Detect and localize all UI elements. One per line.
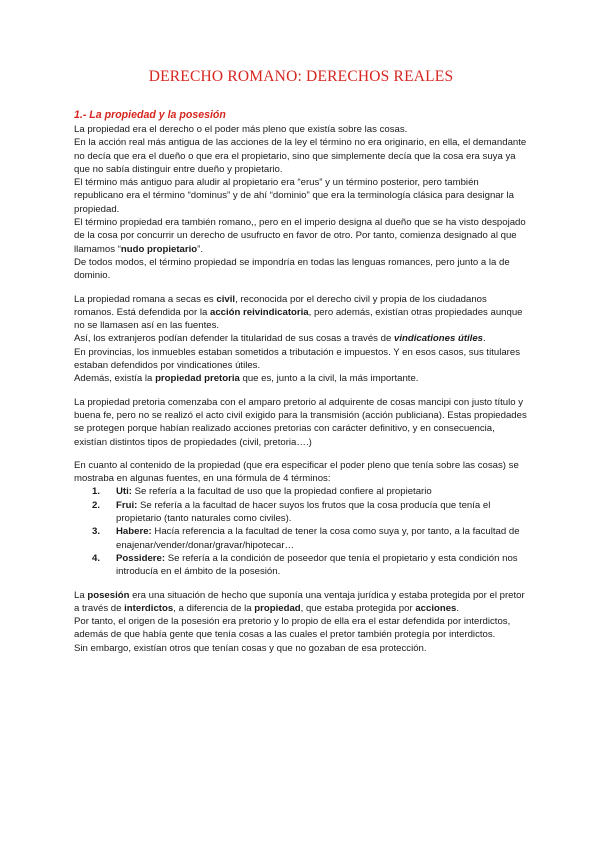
list-number: 3. [92, 526, 101, 538]
paragraph: De todos modos, el término propiedad se impondría en todas las lenguas romances, pero junto a la de dominio. [74, 256, 510, 282]
bold-term: nudo propietario [120, 243, 198, 255]
bold-term: Possidere: [116, 552, 166, 564]
bold-italic-term: vindicationes útiles [393, 333, 484, 345]
document-title: DERECHO ROMANO: DERECHOS REALES [148, 68, 454, 85]
bold-term: Habere: [116, 526, 152, 538]
text-run: , que estaba protegida por [300, 602, 416, 614]
paragraph [74, 589, 528, 616]
paragraph: La propiedad pretoria comenzaba con el amparo pretorio al adquirente de cosas mancipi con justo título y buena fe, pero no se realizó el acto civil exigido para la transmisión (acción publiciana). Estas propiedades se protegen porque habían realizado acciones pretorias con carácter definitivo, y en consecuencia, existían distintos tipos de propiedades (civil, pretoria….) [74, 396, 527, 448]
paragraph [74, 293, 528, 333]
paragraph: El término más antiguo para aludir al propietario era “erus” y un término posterior, pero también republicano era el término “dominus” y de ahí “dominio” que era la terminología clásica para designar la propiedad. [74, 177, 514, 215]
paragraph: Por tanto, el origen de la posesión era pretorio y lo propio de ella era el estar defendida por interdictos, además de que había gente que tenía cosas a las cuales el pretor también protegía por interdictos. [74, 616, 511, 641]
text-run: Hacía referencia a la facultad de tener la cosa como suya y, por tanto, a la facultad de enajenar/vender/donar/gravar/hipotecar… [116, 526, 520, 551]
text-run: Se refería a la facultad de uso que la propiedad confiere al propietario [131, 486, 432, 498]
bold-term: propiedad [254, 602, 301, 614]
paragraph-group-1 [74, 123, 528, 283]
list-item [74, 499, 528, 526]
bold-term: posesión [87, 589, 130, 601]
paragraph: En cuanto al contenido de la propiedad (que era especificar el poder pleno que tenía sobre las cosas) se mostraba en algunas fuentes, en una fórmula de 4 términos: [74, 459, 519, 485]
list-item [74, 552, 528, 579]
list-number: 1. [92, 486, 101, 498]
paragraph: En la acción real más antigua de las acciones de la ley el término no era originario, en ella, el demandante no decía que era el dueño o que era el propietario, sino que simplemente decía que la cosa era suya ya que no sabía distinguir entre dueño y propietario. [74, 137, 527, 175]
paragraph [74, 216, 528, 256]
paragraph-group-5 [74, 589, 528, 655]
text-run: , pero además, existían otras propiedades aunque no se llamasen así en las fuentes. [74, 306, 523, 332]
bold-term: propiedad pretoria [155, 373, 240, 385]
paragraph-group-3 [74, 396, 528, 449]
list-number: 2. [92, 499, 101, 511]
section-heading: 1.- La propiedad y la posesión [74, 109, 226, 121]
list-number: 4. [92, 552, 101, 564]
text-run: , reconocida por el derecho civil y propia de los ciudadanos romanos. Está defendida por la [74, 293, 487, 318]
text-run: . [483, 333, 486, 345]
text-run: La [74, 589, 88, 601]
paragraph: Sin embargo, existían otros que tenían cosas y que no gozaban de esa protección. [74, 642, 427, 654]
paragraph-group-4 [74, 459, 528, 579]
list-item [74, 525, 528, 552]
bold-term: Uti: [116, 486, 132, 498]
text-run: El término propiedad era también romano,, pero en el imperio designa al dueño que se ha visto despojado de la cosa por concurrir un derecho de usufructo en favor de otro. Por tanto, comienza designado al que llamamos “ [74, 217, 526, 255]
paragraph [74, 332, 528, 345]
text-run: Se refería a la facultad de hacer suyos los frutos que la cosa producía que tenía el propietario (tanto naturales como civiles). [116, 499, 491, 525]
paragraph: La propiedad era el derecho o el poder más pleno que existía sobre las cosas. [74, 124, 408, 135]
text-run: que es, junto a la civil, la más importante. [239, 373, 419, 385]
bold-term: acciones [415, 602, 457, 614]
text-run: Así, los extranjeros podían defender la titularidad de sus cosas a través de [74, 333, 394, 345]
text-run: Además, existía la [74, 373, 156, 385]
text-run: ”. [197, 243, 204, 255]
bold-term: interdictos [124, 602, 174, 614]
text-run: era una situación de hecho que suponía una ventaja jurídica y estaba protegida por el pretor a través de [74, 589, 525, 614]
text-run: La propiedad romana a secas es [74, 293, 217, 305]
text-run: Se refería a la condición de poseedor que tenía el propietario y esta condición nos introducía en el ámbito de la posesión. [116, 552, 518, 578]
text-run: . [456, 602, 460, 614]
bold-term: Frui: [116, 499, 138, 511]
paragraph [74, 372, 528, 385]
paragraph: En provincias, los inmuebles estaban sometidos a tributación e impuestos. Y en esos casos, sus titulares estaban defendidos por vindicationes útiles. [74, 346, 520, 372]
paragraph-group-2 [74, 293, 528, 386]
bold-term: acción reivindicatoria [210, 306, 309, 318]
text-run: , a diferencia de la [173, 602, 255, 614]
numbered-list [74, 485, 528, 578]
bold-term: civil [216, 293, 236, 305]
list-item [74, 485, 528, 498]
